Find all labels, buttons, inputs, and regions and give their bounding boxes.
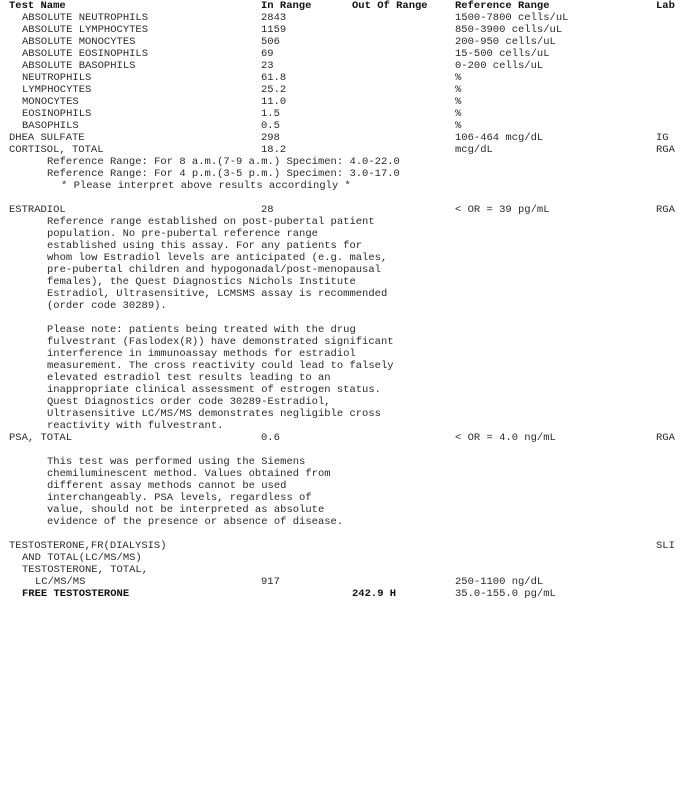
estradiol-note: Quest Diagnostics order code 30289-Estradiol,: [47, 396, 331, 408]
result-name: ABSOLUTE NEUTROPHILS: [22, 12, 149, 24]
free-testosterone-reference: 35.0-155.0 pg/mL: [455, 588, 556, 600]
estradiol-reference: < OR = 39 pg/mL: [455, 204, 550, 216]
estradiol-note: Ultrasensitive LC/MS/MS demonstrates negligible cross: [47, 408, 381, 420]
header-reference-range: Reference Range: [455, 0, 550, 12]
testosterone-panel-name: TESTOSTERONE,FR(DIALYSIS): [9, 540, 167, 552]
estradiol-note: Please note: patients being treated with the drug: [47, 324, 356, 336]
estradiol-note: elevated estradiol test results leading to an: [47, 372, 331, 384]
result-reference: %: [455, 108, 462, 120]
psa-name: PSA, TOTAL: [9, 432, 73, 444]
psa-note: chemiluminescent method. Values obtained from: [47, 468, 331, 480]
dhea-name: DHEA SULFATE: [9, 132, 85, 144]
cortisol-reference: mcg/dL: [455, 144, 493, 156]
estradiol-note: females), the Quest Diagnostics Nichols Institute: [47, 276, 356, 288]
result-value: 1.5: [261, 108, 280, 120]
cortisol-name: CORTISOL, TOTAL: [9, 144, 104, 156]
result-value: 0.5: [261, 120, 280, 132]
result-value: 506: [261, 36, 280, 48]
estradiol-note: (order code 30289).: [47, 300, 167, 312]
result-reference: %: [455, 96, 462, 108]
estradiol-note: Estradiol, Ultrasensitive, LCMSMS assay is recommended: [47, 288, 388, 300]
result-name: MONOCYTES: [22, 96, 79, 108]
header-out-of-range: Out Of Range: [352, 0, 428, 12]
estradiol-note: reactivity with fulvestrant.: [47, 420, 224, 432]
result-reference: %: [455, 84, 462, 96]
result-name: ABSOLUTE MONOCYTES: [22, 36, 136, 48]
psa-value: 0.6: [261, 432, 280, 444]
result-reference: 850-3900 cells/uL: [455, 24, 563, 36]
estradiol-note: established using this assay. For any patients for: [47, 240, 363, 252]
result-value: 11.0: [261, 96, 287, 108]
cortisol-lab: RGA: [656, 144, 675, 156]
result-value: 69: [261, 48, 274, 60]
estradiol-lab: RGA: [656, 204, 675, 216]
testosterone-total-value: 917: [261, 576, 280, 588]
estradiol-note: whom low Estradiol levels are anticipated (e.g. males,: [47, 252, 388, 264]
psa-lab: RGA: [656, 432, 675, 444]
result-reference: 1500-7800 cells/uL: [455, 12, 569, 24]
estradiol-note: interference in immunoassay methods for estradiol: [47, 348, 356, 360]
cortisol-note: * Please interpret above results accordingly *: [61, 180, 351, 192]
result-name: NEUTROPHILS: [22, 72, 92, 84]
result-name: EOSINOPHILS: [22, 108, 92, 120]
result-name: ABSOLUTE LYMPHOCYTES: [22, 24, 149, 36]
result-value: 2843: [261, 12, 287, 24]
psa-note: different assay methods cannot be used: [47, 480, 287, 492]
dhea-value: 298: [261, 132, 280, 144]
free-testosterone-name: FREE TESTOSTERONE: [22, 588, 130, 600]
psa-note: evidence of the presence or absence of disease.: [47, 516, 344, 528]
result-reference: 15-500 cells/uL: [455, 48, 550, 60]
testosterone-total-method: LC/MS/MS: [35, 576, 86, 588]
result-reference: 200-950 cells/uL: [455, 36, 556, 48]
estradiol-note: population. No pre-pubertal reference range: [47, 228, 318, 240]
result-value: 23: [261, 60, 274, 72]
psa-note: interchangeably. PSA levels, regardless of: [47, 492, 312, 504]
testosterone-total-reference: 250-1100 ng/dL: [455, 576, 544, 588]
header-test-name: Test Name: [9, 0, 66, 12]
estradiol-note: pre-pubertal children and hypogonadal/post-menopausal: [47, 264, 381, 276]
testosterone-total-name: TESTOSTERONE, TOTAL,: [22, 564, 149, 576]
cortisol-note: Reference Range: For 8 a.m.(7-9 a.m.) Specimen: 4.0-22.0: [47, 156, 400, 168]
estradiol-name: ESTRADIOL: [9, 204, 66, 216]
estradiol-note: Reference range established on post-pubertal patient: [47, 216, 375, 228]
testosterone-lab: SLI: [656, 540, 675, 552]
header-lab: Lab: [656, 0, 675, 12]
header-in-range: In Range: [261, 0, 312, 12]
estradiol-note: inappropriate clinical assessment of estrogen status.: [47, 384, 381, 396]
result-reference: 0-200 cells/uL: [455, 60, 544, 72]
psa-reference: < OR = 4.0 ng/mL: [455, 432, 556, 444]
result-value: 25.2: [261, 84, 287, 96]
estradiol-note: measurement. The cross reactivity could lead to falsely: [47, 360, 394, 372]
dhea-lab: IG: [656, 132, 669, 144]
free-testosterone-value: 242.9 H: [352, 588, 397, 600]
testosterone-panel-name-cont: AND TOTAL(LC/MS/MS): [22, 552, 142, 564]
cortisol-value: 18.2: [261, 144, 287, 156]
psa-note: This test was performed using the Siemens: [47, 456, 306, 468]
psa-note: value, should not be interpreted as absolute: [47, 504, 325, 516]
estradiol-note: fulvestrant (Faslodex(R)) have demonstrated significant: [47, 336, 394, 348]
estradiol-value: 28: [261, 204, 274, 216]
dhea-reference: 106-464 mcg/dL: [455, 132, 544, 144]
result-value: 1159: [261, 24, 287, 36]
result-name: ABSOLUTE BASOPHILS: [22, 60, 136, 72]
result-name: ABSOLUTE EOSINOPHILS: [22, 48, 149, 60]
cortisol-note: Reference Range: For 4 p.m.(3-5 p.m.) Specimen: 3.0-17.0: [47, 168, 400, 180]
result-reference: %: [455, 120, 462, 132]
result-value: 61.8: [261, 72, 287, 84]
result-name: BASOPHILS: [22, 120, 79, 132]
result-reference: %: [455, 72, 462, 84]
result-name: LYMPHOCYTES: [22, 84, 92, 96]
